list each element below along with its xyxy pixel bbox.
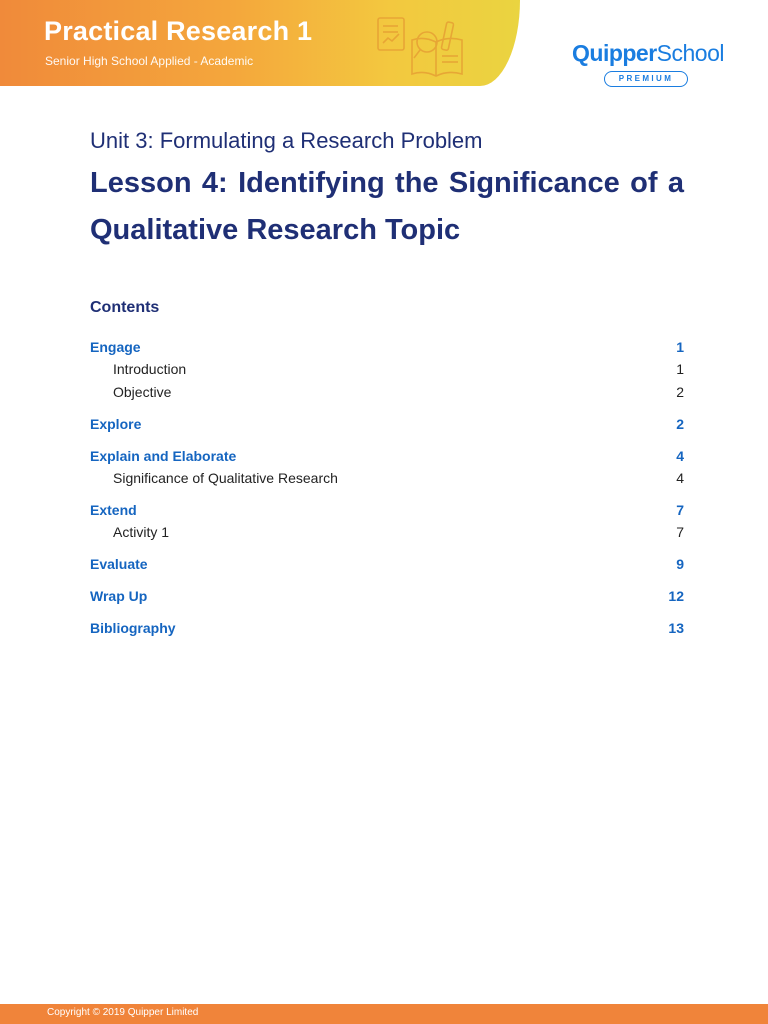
lesson-title: Lesson 4: Identifying the Significance of a Qualitative Research Topic — [90, 167, 684, 246]
logo-brand-bold: Quipper — [572, 40, 657, 66]
toc-item-page: 13 — [668, 620, 684, 636]
toc-item-page: 12 — [668, 588, 684, 604]
toc-item[interactable] — [90, 358, 684, 380]
toc-item[interactable] — [90, 381, 684, 403]
toc-item-label: Extend — [90, 502, 137, 518]
toc-item[interactable] — [90, 467, 684, 489]
toc-item-page: 1 — [676, 361, 684, 377]
toc-item[interactable] — [90, 585, 684, 607]
toc-item-label: Engage — [90, 339, 141, 355]
toc-item-page: 7 — [676, 502, 684, 518]
copyright-text: Copyright © 2019 Quipper Limited — [47, 1007, 199, 1018]
quipper-school-logo — [572, 40, 722, 90]
toc-item[interactable] — [90, 445, 684, 467]
toc-item-page: 4 — [676, 470, 684, 486]
toc-item-page: 2 — [676, 416, 684, 432]
toc-item[interactable] — [90, 617, 684, 639]
toc-item-label: Significance of Qualitative Research — [113, 470, 338, 486]
toc-item[interactable] — [90, 336, 684, 358]
toc-item-label: Bibliography — [90, 620, 176, 636]
toc-item-label: Introduction — [113, 361, 187, 377]
toc-item-label: Explore — [90, 416, 142, 432]
toc-item-page: 4 — [676, 448, 684, 464]
course-title: Practical Research 1 — [44, 16, 313, 46]
premium-badge: PREMIUM — [604, 71, 688, 87]
toc-item[interactable] — [90, 521, 684, 543]
toc-item[interactable] — [90, 413, 684, 435]
course-subtitle: Senior High School Applied - Academic — [45, 54, 254, 68]
toc-item-page: 7 — [676, 524, 684, 540]
unit-title: Unit 3: Formulating a Research Problem — [90, 128, 483, 153]
toc-item-label: Evaluate — [90, 556, 148, 572]
research-documents-icon — [372, 12, 472, 82]
logo-wordmark — [572, 40, 722, 66]
toc-item-label: Objective — [113, 384, 172, 400]
contents-heading: Contents — [90, 299, 160, 316]
toc-item[interactable] — [90, 499, 684, 521]
toc-item-label: Activity 1 — [113, 524, 170, 540]
toc-item-page: 2 — [676, 384, 684, 400]
toc-item[interactable] — [90, 553, 684, 575]
toc-item-page: 9 — [676, 556, 684, 572]
toc-item-label: Explain and Elaborate — [90, 448, 237, 464]
toc-item-label: Wrap Up — [90, 588, 148, 604]
logo-brand-regular: School — [656, 40, 724, 66]
page-footer — [0, 1004, 768, 1024]
toc-item-page: 1 — [676, 339, 684, 355]
